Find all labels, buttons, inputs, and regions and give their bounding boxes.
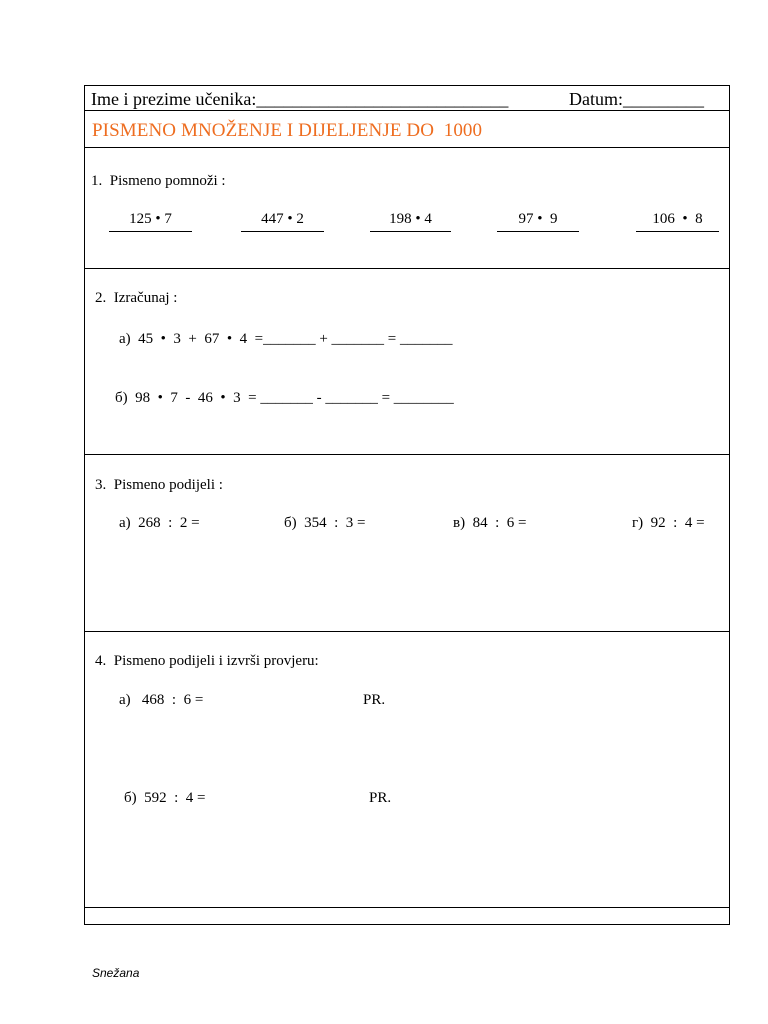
task-3-item[interactable]: а) 268 : 2 = (119, 515, 200, 531)
task-2-heading: 2. Izračunaj : (95, 290, 178, 306)
task-3-item[interactable]: г) 92 : 4 = (632, 515, 705, 531)
task-3-heading: 3. Pismeno podijeli : (95, 477, 223, 493)
student-name-field[interactable]: Ime i prezime učenika:____________________________ (91, 89, 509, 109)
task-3-section (85, 455, 729, 632)
task-1-item[interactable]: 447 • 2 (241, 212, 324, 232)
task-1-item[interactable]: 125 • 7 (109, 212, 192, 232)
task-4-expression-b[interactable]: б) 592 : 4 = (124, 790, 206, 806)
task-3-item[interactable]: в) 84 : 6 = (453, 515, 527, 531)
task-3-item[interactable]: б) 354 : 3 = (284, 515, 366, 531)
task-4-expression-a[interactable]: а) 468 : 6 = (119, 692, 204, 708)
header-row (85, 86, 729, 111)
author-signature: Snežana (92, 966, 140, 980)
task-2-section (85, 269, 729, 455)
task-1-item[interactable]: 106 • 8 (636, 212, 719, 232)
task-1-item[interactable]: 198 • 4 (370, 212, 451, 232)
footer-row (85, 908, 729, 925)
task-1-section (85, 148, 729, 269)
task-4-check-a: PR. (363, 692, 386, 708)
task-2-expression-a[interactable]: а) 45 • 3 + 67 • 4 =_______ + _______ = _______ (119, 331, 453, 347)
task-4-heading: 4. Pismeno podijeli i izvrši provjeru: (95, 653, 319, 669)
task-1-heading: 1. Pismeno pomnoži : (91, 173, 226, 189)
date-field[interactable]: Datum:_________ (569, 89, 704, 109)
worksheet (84, 85, 730, 925)
title-row (85, 111, 729, 148)
task-4-section (85, 632, 729, 908)
task-2-expression-b[interactable]: б) 98 • 7 - 46 • 3 = _______ - _______ = ________ (115, 390, 454, 406)
task-4-check-b: PR. (369, 790, 392, 806)
worksheet-title: PISMENO MNOŽENJE I DIJELJENJE DO 1000 (92, 120, 483, 141)
task-1-item[interactable]: 97 • 9 (497, 212, 579, 232)
